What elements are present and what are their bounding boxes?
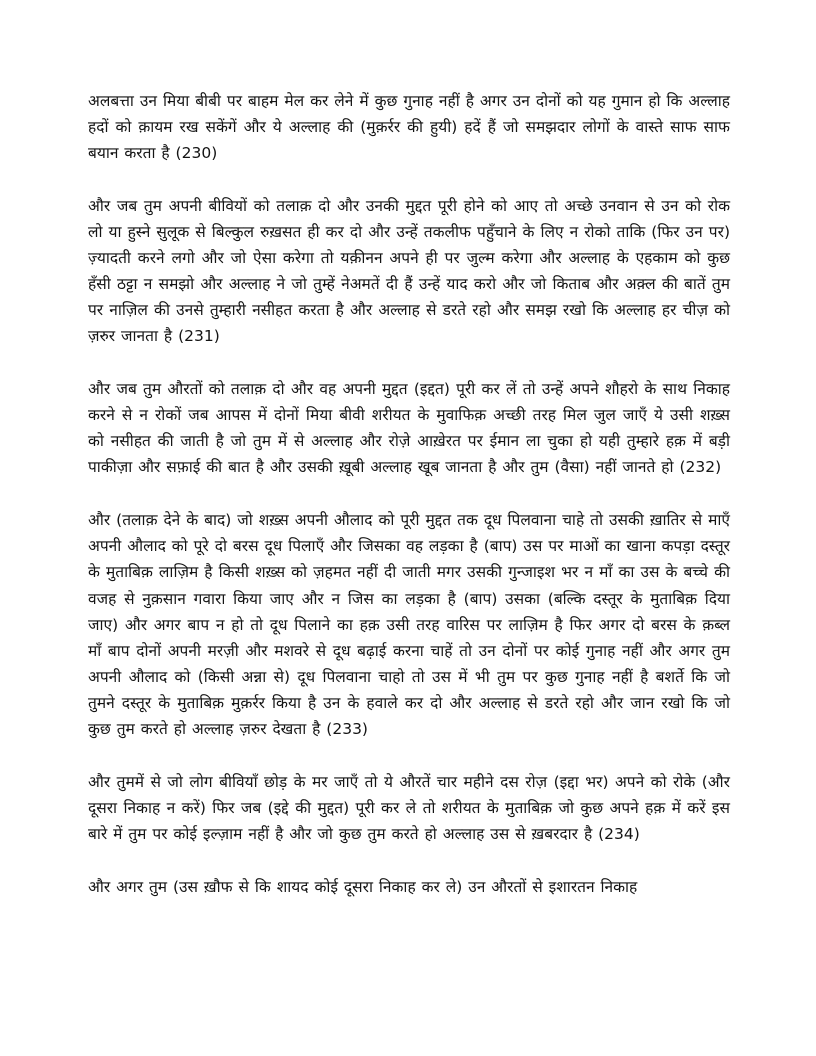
paragraph-verse-230: अलबत्ता उन मिया बीबी पर बाहम मेल कर लेने में कुछ गुनाह नहीं है अगर उन दोनों को यह गुमान हो कि अल्लाह हदों को क़ायम रख सकेंगें और ये अल्लाह की (मुक़र्रर की हुयी) हदें हैं जो समझदार लोगों के वास्ते साफ साफ बयान करता है (230) <box>88 92 730 163</box>
paragraph-verse-231: और जब तुम अपनी बीवियों को तलाक़ दो और उनकी मुद्दत पूरी होने को आए तो अच्छे उनवान से उन को रोक लो या हुस्ने सुलूक से बिल्कुल रुख़सत ही कर दो और उन्हें तकलीफ पहुँचाने के लिए न रोको ताकि (फिर उन पर) ज़्यादती करने लगो और जो ऐसा करेगा तो यक़ीनन अपने ही पर जुल्म करेगा और अल्लाह के एहकाम को कुछ हँसी ठट्टा न समझो और अल्लाह ने जो तुम्हें नेअमतें दी हैं उन्हें याद करो और जो किताब और अक़्ल की बातें तुम पर नाज़िल की उनसे तुम्हारी नसीहत करता है और अल्लाह से डरते रहो और समझ रखो कि अल्लाह हर चीज़ को ज़रुर जानता है (231) <box>88 197 730 346</box>
paragraph-verse-234: और तुममें से जो लोग बीवियाँ छोड़ के मर जाएँ तो ये औरतें चार महीने दस रोज़ (इद्दा भर) अपने को रोके (और दूसरा निकाह न करें) फिर जब (इद्दे की मुद्दत) पूरी कर ले तो शरीयत के मुताबिक़ जो कुछ अपने हक़ में करें इस बारे में तुम पर कोई इल्ज़ाम नहीं है और जो कुछ तुम करते हो अल्लाह उस से ख़बरदार है (234) <box>88 772 730 843</box>
paragraph-verse-233: और (तलाक़ देने के बाद) जो शख़्स अपनी औलाद को पूरी मुद्दत तक दूध पिलवाना चाहे तो उसकी ख़ातिर से माएँ अपनी औलाद को पूरे दो बरस दूध पिलाएँ और जिसका वह लड़का है (बाप) उस पर माओं का खाना कपड़ा दस्तूर के मुताबिक़ लाज़िम है किसी शख़्स को ज़हमत नहीं दी जाती मगर उसकी गुन्जाइश भर न माँ का उस के बच्चे की वजह से नुक़सान गवारा किया जाए और न जिस का लड़का है (बाप) उसका (बल्कि दस्तूर के मुताबिक़ दिया जाए) और अगर बाप न हो तो दूध पिलाने का हक़ उसी तरह वारिस पर लाज़िम है फिर अगर दो बरस के क़ब्ल माँ बाप दोनों अपनी मरज़ी और मशवरे से दूध बढ़ाई करना चाहें तो उन दोनों पर कोई गुनाह नहीं और अगर तुम अपनी औलाद को (किसी अन्ना से) दूध पिलवाना चाहो तो उस में भी तुम पर कुछ गुनाह नहीं है बशर्ते कि जो तुमने दस्तूर के मुताबिक़ मुक़र्रर किया है उन के हवाले कर दो और अल्लाह से डरते रहो और जान रखो कि जो कुछ तुम करते हो अल्लाह ज़रुर देखता है (233) <box>88 511 730 738</box>
paragraph-continuation: और अगर तुम (उस ख़ौफ से कि शायद कोई दूसरा निकाह कर ले) उन औरतों से इशारतन निकाह <box>88 877 638 896</box>
paragraph-verse-232: और जब तुम औरतों को तलाक़ दो और वह अपनी मुद्दत (इद्दत) पूरी कर लें तो उन्हें अपने शौहरो के साथ निकाह करने से न रोकों जब आपस में दोनों मिया बीवी शरीयत के मुवाफिक़ अच्छी तरह मिल जुल जाएँ ये उसी शख़्स को नसीहत की जाती है जो तुम में से अल्लाह और रोज़े आख़ेरत पर ईमान ला चुका हो यही तुम्हारे हक़ में बड़ी पाकीज़ा और सफ़ाई की बात है और उसकी ख़ूबी अल्लाह खूब जानता है और तुम (वैसा) नहीं जानते हो (232) <box>88 380 730 477</box>
